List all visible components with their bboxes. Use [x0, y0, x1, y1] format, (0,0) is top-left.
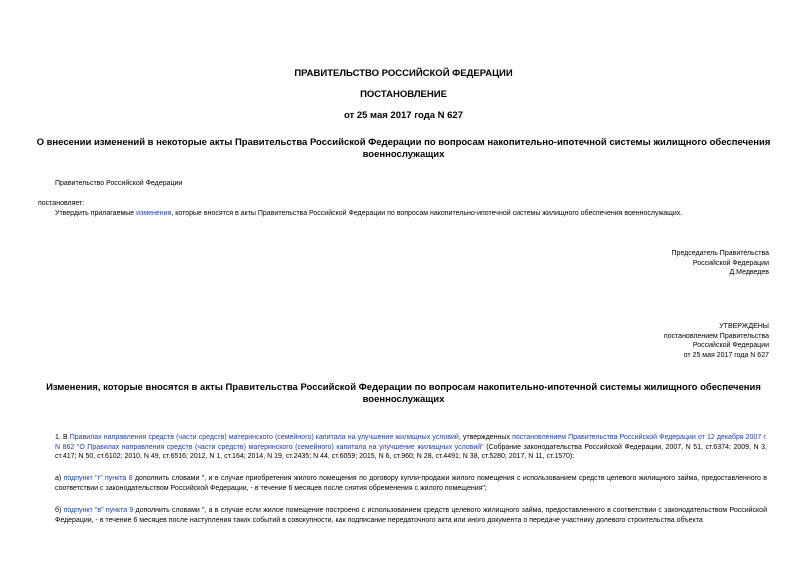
- approved-block: [569, 322, 769, 360]
- decrees-text: постановляет:: [38, 200, 85, 207]
- document-type-heading: ПОСТАНОВЛЕНИЕ: [360, 89, 447, 100]
- item-1-prefix: 1. В: [55, 434, 70, 441]
- document-title-line-2: военнослужащих: [362, 149, 445, 160]
- resolution-862-link[interactable]: постановлением Правительства Российской Федерации от 12 декабря 2007 г. N 862 "О Правилах направления средств (части средств) материнского (семейного) капитала на улучшение жилищных условий": [55, 434, 767, 451]
- item-a-paragraph: [55, 474, 767, 493]
- changes-title-line-2: военнослужащих: [362, 394, 445, 405]
- changes-title-line-1: Изменения, которые вносятся в акты Правительства Российской Федерации по вопросам накопительно-ипотечной системы жилищного обеспечения: [46, 382, 761, 393]
- item-a-suffix: дополнить словами ", и в случае приобретения жилого помещения по договору купли-продажи жилого помещения с использованием средств целевого жилищного займа, предоставленного в соответствии с законодательством Российской Федерации, - в течение 6 месяцев после снятия обременения с жилого помещения";: [55, 475, 767, 492]
- approve-prefix: Утвердить прилагаемые: [55, 210, 137, 217]
- item-1-mid: , утвержденных: [458, 434, 513, 441]
- item-1-suffix: (Собрание законодательства Российской Федерации, 2007, N 51, ст.6374; 2009, N 3, ст.417; N 50, ст.6102; 2010, N 49, ст.6516; 2012, N 1, ст.164; 2014, N 19, ст.2435; N 44, ст.6059; 2015, N 6, ст.960; N 28, ст.4491; N 38, ст.5280; 2017, N 11, ст.1570):: [55, 443, 767, 460]
- rules-link[interactable]: Правилах направления средств (части средств) материнского (семейного) капитала на улучшение жилищных условий: [69, 434, 459, 441]
- signature-line-2: Российской Федерации: [692, 259, 769, 267]
- signature-line-1: Председатель Правительства: [671, 250, 769, 257]
- approved-line-2: постановлением Правительства: [663, 332, 769, 340]
- item-1-paragraph: [55, 433, 767, 462]
- subparagraph-g-link[interactable]: подпункт "г" пункта 8: [63, 475, 133, 482]
- item-b-paragraph: [55, 506, 767, 525]
- signature-line-3: Д.Медведев: [729, 269, 769, 276]
- signature-block: [569, 249, 769, 278]
- subparagraph-v-link[interactable]: подпункт "в" пункта 9: [63, 507, 134, 514]
- approved-line-1: УТВЕРЖДЕНЫ: [719, 323, 769, 330]
- government-heading: ПРАВИТЕЛЬСТВО РОССИЙСКОЙ ФЕДЕРАЦИИ: [294, 68, 513, 79]
- item-b-prefix: б): [55, 507, 64, 514]
- government-text: Правительство Российской Федерации: [55, 180, 183, 187]
- item-b-suffix: дополнить словами ", а в случае если жилое помещение построено с использованием средств целевого жилищного займа, предоставленного в соответствии с законодательством Российской Федерации, - в течение 6 месяцев после наступления таких событий в совокупности, как подписание передаточного акта или иного документа о передаче участнику долевого строительства объекта: [55, 507, 767, 524]
- approve-paragraph: [55, 209, 767, 219]
- changes-link[interactable]: изменения: [136, 210, 172, 217]
- approve-suffix: , которые вносятся в акты Правительства Российской Федерации по вопросам накопительно-ипотечной системы жилищного обеспечения военнослужащих.: [171, 210, 683, 217]
- document-title-line-1: О внесении изменений в некоторые акты Правительства Российской Федерации по вопросам накопительно-ипотечной системы жилищного обеспечения: [36, 137, 771, 148]
- item-a-prefix: а): [55, 475, 64, 482]
- approved-line-3: Российской Федерации: [692, 342, 769, 349]
- document-date-number: от 25 мая 2017 года N 627: [343, 110, 464, 121]
- approved-line-4: от 25 мая 2017 года N 627: [683, 351, 769, 359]
